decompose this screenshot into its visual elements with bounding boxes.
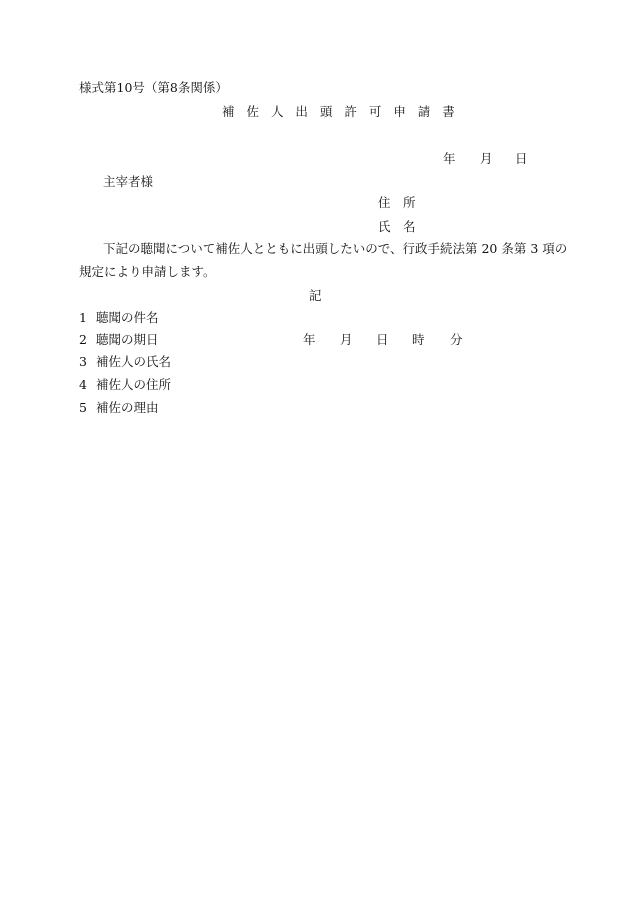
- item-label: 補佐の理由: [96, 400, 159, 415]
- list-item: [79, 400, 159, 416]
- item-number: 4: [79, 377, 87, 392]
- item-label: 補佐人の住所: [96, 377, 172, 392]
- date-day-label: 日: [515, 151, 528, 166]
- body-text-line-1: 下記の聴聞について補佐人とともに出頭したいので、行政手続法第 20 条第 3 項の: [103, 241, 568, 256]
- item-label: 聴聞の件名: [96, 310, 159, 325]
- list-item: [79, 377, 171, 393]
- hearing-year-label: 年: [303, 332, 316, 347]
- item-label: 聴聞の期日: [96, 332, 159, 347]
- form-number: 様式第10号（第8条関係）: [79, 80, 228, 95]
- item-number: 5: [79, 400, 87, 415]
- list-item: [79, 354, 171, 370]
- hearing-month-label: 月: [340, 332, 353, 347]
- list-item: [79, 310, 159, 326]
- application-date-row: [0, 151, 630, 167]
- hearing-minute-label: 分: [450, 332, 463, 347]
- item-number: 2: [79, 332, 87, 347]
- body-text-line-2: 規定により申請します。: [79, 264, 216, 279]
- applicant-name-label: 氏 名: [378, 219, 416, 234]
- addressee: 主宰者様: [103, 174, 154, 189]
- ki-heading: 記: [309, 288, 322, 303]
- date-month-label: 月: [480, 151, 493, 166]
- applicant-address-label: 住 所: [378, 195, 416, 210]
- hearing-day-label: 日: [376, 332, 389, 347]
- hearing-datetime-row: [0, 332, 630, 348]
- item-number: 3: [79, 354, 87, 369]
- hearing-hour-label: 時: [412, 332, 425, 347]
- document-title: 補 佐 人 出 頭 許 可 申 請 書: [222, 104, 459, 119]
- item-number: 1: [79, 310, 87, 325]
- item-label: 補佐人の氏名: [96, 354, 172, 369]
- date-year-label: 年: [443, 151, 456, 166]
